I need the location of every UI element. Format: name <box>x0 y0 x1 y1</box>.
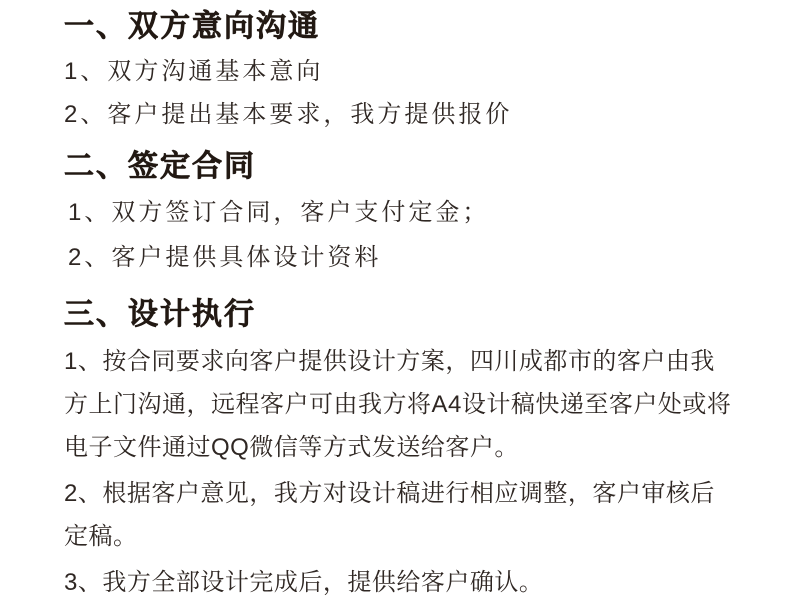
list-item <box>64 50 740 93</box>
section-design-execution <box>64 298 740 604</box>
list-item <box>68 235 740 280</box>
list-item-text-line: 定稿。 <box>64 523 138 550</box>
list-item <box>64 93 740 136</box>
section-sign-contract <box>64 150 740 280</box>
list-item-text: 1、双方沟通基本意向 <box>64 58 324 85</box>
section-heading: 二、签定合同 <box>64 150 256 183</box>
section-heading: 一、双方意向沟通 <box>64 10 320 43</box>
list-item-text-line: 方上门沟通，远程客户可由我方将A4设计稿快递至客户处或将 <box>64 391 732 418</box>
section-heading: 三、设计执行 <box>64 298 256 331</box>
list-item-text-line: 3、我方全部设计完成后，提供给客户确认。 <box>64 569 544 596</box>
section-item-list <box>64 50 740 136</box>
list-item <box>64 472 740 558</box>
list-item-text-line: 1、按合同要求向客户提供设计方案，四川成都市的客户由我 <box>64 348 715 375</box>
list-item <box>64 340 740 469</box>
section-item-list <box>64 340 740 604</box>
list-item-text: 2、客户提供具体设计资料 <box>68 244 382 271</box>
list-item <box>64 561 740 604</box>
section-item-list <box>68 190 740 280</box>
section-intent-communication <box>64 10 740 136</box>
list-item-text: 2、客户提出基本要求，我方提供报价 <box>64 101 513 128</box>
list-item-text-line: 电子文件通过QQ微信等方式发送给客户。 <box>64 434 519 461</box>
list-item-text: 1、双方签订合同，客户支付定金； <box>68 199 490 226</box>
list-item-text-line: 2、根据客户意见，我方对设计稿进行相应调整，客户审核后 <box>64 480 715 507</box>
list-item <box>68 190 740 235</box>
